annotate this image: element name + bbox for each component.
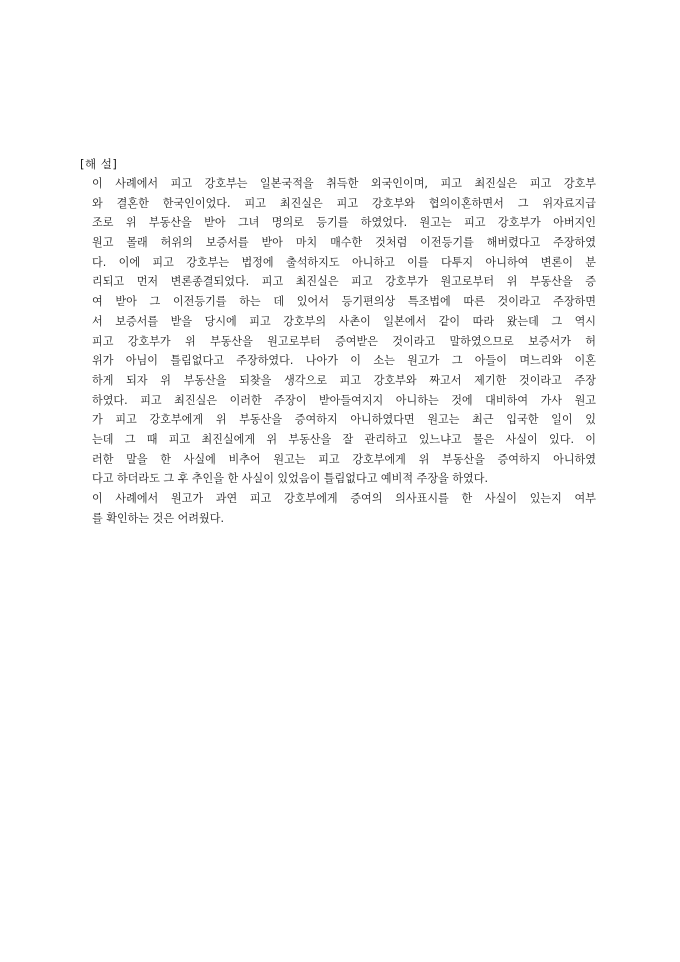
text-line: 와 결혼한 한국인이었다. 피고 최진실은 피고 강호부와 협의이혼하면서 그 위자료지급 bbox=[92, 196, 596, 210]
conclusion-paragraph bbox=[92, 489, 596, 528]
text-line: 이 사례에서 피고 강호부는 일본국적을 취득한 외국인이며, 피고 최진실은 피고 강호부 bbox=[92, 177, 596, 190]
text-line: 서 보증서를 받을 당시에 피고 강호부의 사촌이 일본에서 같이 따라 왔는데 그 역시 bbox=[92, 314, 596, 328]
text-line: 러한 말을 한 사실에 비추어 원고는 피고 강호부에게 위 부동산을 증여하지 아니하였 bbox=[92, 452, 596, 466]
text-line: 이 사례에서 원고가 과연 피고 강호부에게 증여의 의사표시를 한 사실이 있는지 여부 bbox=[92, 492, 596, 505]
text-line: 조로 위 부동산을 받아 그녀 명의로 등기를 하였었다. 원고는 피고 강호부가 아버지인 bbox=[92, 216, 596, 230]
text-line: 다. 이에 피고 강호부는 법정에 출석하지도 아니하고 이를 다투지 아니하여 변론이 분 bbox=[92, 255, 596, 269]
text-line: 하게 되자 위 부동산을 되찾을 생각으로 피고 강호부와 짜고서 제기한 것이라고 주장 bbox=[92, 373, 596, 387]
commentary-paragraph bbox=[92, 174, 596, 489]
text-line: 원고 몰래 허위의 보증서를 받아 마치 매수한 것처럼 이전등기를 해버렸다고 주장하였 bbox=[92, 236, 596, 250]
section-heading: [해 설] bbox=[80, 157, 118, 171]
text-line: 리되고 먼저 변론종결되었다. 피고 최진실은 피고 강호부가 원고로부터 위 부동산을 증 bbox=[92, 275, 596, 289]
text-line: 하였다. 피고 최진실은 이러한 주장이 받아들여지지 아니하는 것에 대비하여 가사 원고 bbox=[92, 393, 596, 407]
text-line: 가 피고 강호부에게 위 부동산을 증여하지 아니하였다면 원고는 최근 입국한 일이 있 bbox=[92, 413, 596, 427]
text-line: 여 받아 그 이전등기를 하는 데 있어서 등기편의상 특조법에 따른 것이라고 주장하면 bbox=[92, 295, 596, 309]
text-line: 위가 아님이 틀림없다고 주장하였다. 나아가 이 소는 원고가 그 아들이 며느리와 이혼 bbox=[92, 354, 596, 368]
text-line: 는데 그 때 피고 최진실에게 위 부동산을 잘 관리하고 있느냐고 물은 사실이 있다. 이 bbox=[92, 432, 596, 446]
text-line: 다고 하더라도 그 후 추인을 한 사실이 있었음이 틀림없다고 예비적 주장을 하였다. bbox=[92, 472, 488, 486]
text-line: 피고 강호부가 위 부동산을 원고로부터 증여받은 것이라고 말하였으므로 보증서가 허 bbox=[92, 334, 596, 348]
text-line: 를 확인하는 것은 어려웠다. bbox=[92, 511, 224, 525]
